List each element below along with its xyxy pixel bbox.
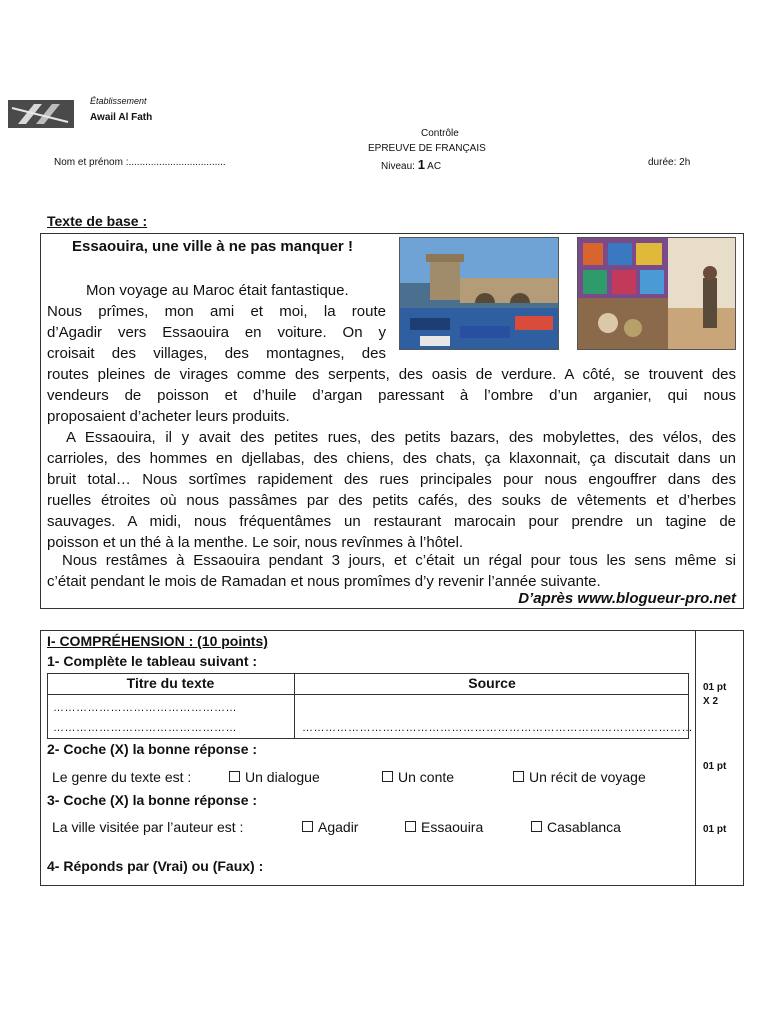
text-line-15: c’était pendant le mois de Ramadan et nous promîmes d’y revenir l’année suivante. (47, 573, 601, 590)
points-q2: 01 pt (703, 761, 727, 772)
question-3: 3- Coche (X) la bonne réponse : (47, 792, 258, 808)
text-line-3: d’Agadir vers Essaouira en voiture. On y (47, 324, 386, 341)
text-source: D’après www.blogueur-pro.net (518, 590, 736, 607)
text-line-11: ruelles étroites où nous passâmes par des petits cafés, des souks de vêtements et d’herbes (47, 492, 736, 509)
text-line-7: proposaient d’acheter leurs produits. (47, 408, 290, 425)
points-q1: 01 pt (703, 682, 727, 693)
points-q1-multiplier: X 2 (703, 696, 719, 707)
niveau-suffix: AC (427, 161, 442, 172)
nom-prenom-field: Nom et prénom :................................... (54, 157, 226, 168)
school-logo (8, 100, 74, 128)
answer-titre-line-1[interactable]: ………………………………………… (53, 702, 237, 714)
logo-graphic-icon (8, 100, 74, 128)
checkbox-icon[interactable] (302, 821, 313, 832)
q2-option-label: Un récit de voyage (529, 769, 646, 785)
question-2-prompt: Le genre du texte est : (52, 769, 192, 785)
text-line-13: poisson et un thé à la menthe. Le soir, nous revînmes à l’hôtel. (47, 534, 464, 551)
text-line-5: routes pleines de virages comme des serpents, des oasis de verdure. A côté, se trouvent des (47, 366, 736, 383)
controle-label: Contrôle (421, 128, 459, 139)
etablissement-label: Établissement (90, 96, 147, 106)
text-line-4: croisait des villages, des montagnes, des (47, 345, 386, 362)
text-line-1: Mon voyage au Maroc était fantastique. (86, 282, 349, 299)
question-3-prompt: La ville visitée par l’auteur est : (52, 819, 244, 835)
checkbox-icon[interactable] (531, 821, 542, 832)
text-title: Essaouira, une ville à ne pas manquer ! (72, 238, 353, 255)
q2-option-conte[interactable] (382, 769, 454, 785)
essaouira-souk-photo (577, 237, 736, 350)
text-line-10: bruit total… Nous sortîmes rapidement des rues principales pour nous engouffrer dans des (47, 471, 736, 488)
text-line-2: Nous prîmes, mon ami et moi, la route (47, 303, 386, 320)
text-line-14: Nous restâmes à Essaouira pendant 3 jours, et c’était un régal pour tous les sens même si (62, 552, 736, 569)
q2-option-recit[interactable] (513, 769, 646, 785)
points-column-divider (695, 630, 696, 886)
comprehension-title: I- COMPRÉHENSION : (10 points) (47, 633, 268, 649)
school-name: Awail Al Fath (90, 112, 153, 123)
q2-option-label: Un dialogue (245, 769, 320, 785)
checkbox-icon[interactable] (513, 771, 524, 782)
text-line-9: carrioles, des hommes en djellabas, des chiens, des chats, ça klaxonnait, ça discutait dans un (47, 450, 736, 467)
epreuve-label: EPREUVE DE FRANÇAIS (368, 143, 486, 154)
checkbox-icon[interactable] (229, 771, 240, 782)
q3-option-casablanca[interactable] (531, 819, 621, 835)
q3-option-label: Casablanca (547, 819, 621, 835)
answer-titre-line-2[interactable]: ………………………………………… (53, 722, 237, 734)
table-header-titre: Titre du texte (126, 675, 215, 691)
essaouira-port-photo (399, 237, 559, 350)
question-1: 1- Complète le tableau suivant : (47, 653, 258, 669)
q2-option-label: Un conte (398, 769, 455, 785)
q3-option-label: Essaouira (421, 819, 484, 835)
answer-source-line[interactable]: ………………………………………………………………………………………… (302, 722, 693, 734)
question-4: 4- Réponds par (Vrai) ou (Faux) : (47, 858, 264, 874)
checkbox-icon[interactable] (382, 771, 393, 782)
text-line-12: sauvages. A midi, nous fréquentâmes un restaurant marocain pour prendre un tagine de (47, 513, 736, 530)
table-header-divider (47, 694, 689, 695)
text-line-8: A Essaouira, il y avait des petites rues, des petits bazars, des mobylettes, des vélos, des (66, 429, 736, 446)
niveau-line (381, 157, 441, 172)
q3-option-agadir[interactable] (302, 819, 358, 835)
points-q3: 01 pt (703, 824, 727, 835)
section-texte-de-base: Texte de base : (47, 213, 148, 229)
duree-label: durée: 2h (648, 157, 691, 168)
niveau-label: Niveau: (381, 161, 415, 172)
q3-option-essaouira[interactable] (405, 819, 483, 835)
question-2: 2- Coche (X) la bonne réponse : (47, 741, 258, 757)
checkbox-icon[interactable] (405, 821, 416, 832)
q2-option-dialogue[interactable] (229, 769, 320, 785)
q3-option-label: Agadir (318, 819, 359, 835)
niveau-value: 1 (417, 157, 425, 172)
text-line-6: vendeurs de poisson et d’huile d’argan paressant à l’ombre d’un arganier, qui nous (47, 387, 736, 404)
table-header-source: Source (468, 675, 516, 691)
